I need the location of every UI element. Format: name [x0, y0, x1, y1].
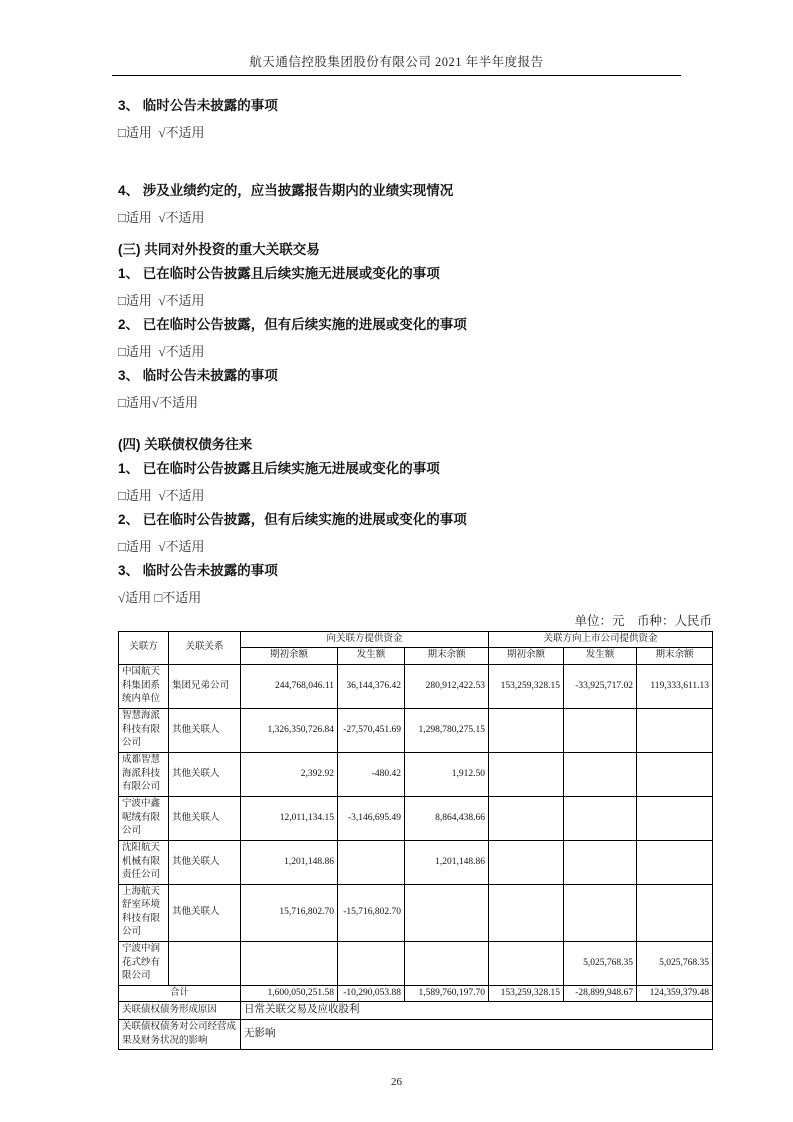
cell-relationship: [169, 941, 241, 985]
applicability-sec3: □适用 √不适用: [118, 125, 205, 140]
table-row: [119, 941, 713, 985]
debt-reason-value: 日常关联交易及应收股利: [241, 1002, 713, 1020]
total-occurred-to: -10,290,053.88: [338, 985, 405, 1001]
cell-party: 宁波中鑫呢绒有限公司: [119, 796, 169, 840]
applicability-part3-item2: □适用 √不适用: [118, 344, 205, 359]
table-group-header-row: [119, 632, 713, 648]
total-opening-from: 153,259,328.15: [489, 985, 564, 1001]
heading-part3-joint-investment: (三) 共同对外投资的重大关联交易: [118, 242, 320, 257]
subcol-header-occurred-to: 发生额: [338, 648, 405, 664]
total-occurred-from: -28,899,948.67: [564, 985, 637, 1001]
table-footer-row: [119, 1002, 713, 1020]
cell-occurred-to: 36,144,376.42: [338, 664, 405, 708]
cell-occurred-from: [564, 752, 637, 796]
total-label: 合计: [119, 985, 241, 1001]
group-header-funds-to-related: 向关联方提供资金: [241, 632, 489, 648]
cell-opening-to: 2,392.92: [241, 752, 338, 796]
heading-sec4-performance: 4、 涉及业绩约定的，应当披露报告期内的业绩实现情况: [118, 183, 454, 198]
cell-party: 上海航天舒室环境科技有限公司: [119, 884, 169, 941]
heading-part3-item1: 1、 已在临时公告披露且后续实施无进展或变化的事项: [118, 266, 440, 281]
report-body: [118, 97, 713, 607]
heading-part3-item2: 2、 已在临时公告披露，但有后续实施的进展或变化的事项: [118, 317, 467, 332]
page-number: 26: [391, 1076, 402, 1088]
group-header-funds-from-related: 关联方向上市公司提供资金: [489, 632, 713, 648]
applicability-part4-item2: □适用 √不适用: [118, 539, 205, 554]
total-opening-to: 1,600,050,251.58: [241, 985, 338, 1001]
debt-reason-label: 关联债权债务形成原因: [119, 1002, 241, 1020]
cell-closing-to: 1,201,148.86: [405, 840, 489, 884]
cell-relationship: 其他关联人: [169, 708, 241, 752]
subcol-header-closing-from: 期末余额: [637, 648, 713, 664]
cell-occurred-to: [338, 941, 405, 985]
cell-party: 沈阳航天机械有限责任公司: [119, 840, 169, 884]
table-footer-row: [119, 1020, 713, 1050]
cell-occurred-to: -27,570,451.69: [338, 708, 405, 752]
table-row: [119, 796, 713, 840]
header-rule: [112, 75, 681, 76]
cell-closing-from: [637, 796, 713, 840]
heading-part3-item3: 3、 临时公告未披露的事项: [118, 368, 278, 383]
cell-party: 中国航天科集团系统内单位: [119, 664, 169, 708]
cell-closing-from: 5,025,768.35: [637, 941, 713, 985]
heading-sec3-undisclosed: 3、 临时公告未披露的事项: [118, 98, 278, 113]
cell-closing-from: [637, 840, 713, 884]
applicability-part3-item3: □适用√不适用: [118, 395, 198, 410]
cell-relationship: 集团兄弟公司: [169, 664, 241, 708]
cell-occurred-from: [564, 796, 637, 840]
debt-impact-label: 关联债权债务对公司经营成果及财务状况的影响: [119, 1020, 241, 1050]
cell-opening-from: [489, 708, 564, 752]
cell-occurred-from: [564, 840, 637, 884]
debt-impact-value: 无影响: [241, 1020, 713, 1050]
cell-relationship: 其他关联人: [169, 752, 241, 796]
cell-occurred-from: 5,025,768.35: [564, 941, 637, 985]
cell-occurred-from: [564, 884, 637, 941]
cell-party: 成都智慧海派科技有限公司: [119, 752, 169, 796]
cell-opening-to: [241, 941, 338, 985]
cell-relationship: 其他关联人: [169, 840, 241, 884]
subcol-header-closing-to: 期末余额: [405, 648, 489, 664]
cell-occurred-to: -480.42: [338, 752, 405, 796]
cell-closing-to: 280,912,422.53: [405, 664, 489, 708]
document-header: [0, 0, 793, 76]
subcol-header-occurred-from: 发生额: [564, 648, 637, 664]
table-total-row: [119, 985, 713, 1001]
cell-closing-to: 1,912.50: [405, 752, 489, 796]
applicability-part4-item1: □适用 √不适用: [118, 488, 205, 503]
cell-party: 宁波中润花式纱有限公司: [119, 941, 169, 985]
applicability-sec4: □适用 √不适用: [118, 210, 205, 225]
cell-occurred-to: -3,146,695.49: [338, 796, 405, 840]
cell-occurred-from: -33,925,717.02: [564, 664, 637, 708]
cell-relationship: 其他关联人: [169, 884, 241, 941]
cell-closing-from: 119,333,611.13: [637, 664, 713, 708]
table-row: [119, 708, 713, 752]
related-debt-table: [118, 631, 713, 1050]
cell-closing-from: [637, 708, 713, 752]
cell-opening-to: 244,768,046.11: [241, 664, 338, 708]
total-closing-to: 1,589,760,197.70: [405, 985, 489, 1001]
cell-opening-from: [489, 840, 564, 884]
report-title: 航天通信控股集团股份有限公司 2021 年半年度报告: [249, 55, 544, 69]
total-closing-from: 124,359,379.48: [637, 985, 713, 1001]
cell-opening-from: [489, 752, 564, 796]
table-row: [119, 884, 713, 941]
subcol-header-opening-to: 期初余额: [241, 648, 338, 664]
heading-part4-item3: 3、 临时公告未披露的事项: [118, 563, 278, 578]
table-row: [119, 664, 713, 708]
cell-occurred-to: -15,716,802.70: [338, 884, 405, 941]
cell-closing-from: [637, 884, 713, 941]
heading-part4-related-debt: (四) 关联债权债务往来: [118, 437, 253, 452]
cell-opening-to: 15,716,802.70: [241, 884, 338, 941]
cell-opening-to: 12,011,134.15: [241, 796, 338, 840]
cell-closing-from: [637, 752, 713, 796]
table-row: [119, 840, 713, 884]
cell-party: 智慧海派科技有限公司: [119, 708, 169, 752]
cell-opening-from: 153,259,328.15: [489, 664, 564, 708]
cell-opening-to: 1,201,148.86: [241, 840, 338, 884]
cell-opening-from: [489, 941, 564, 985]
cell-opening-to: 1,326,350,726.84: [241, 708, 338, 752]
applicability-part3-item1: □适用 √不适用: [118, 293, 205, 308]
col-header-relationship: 关联关系: [169, 632, 241, 665]
cell-opening-from: [489, 884, 564, 941]
cell-opening-from: [489, 796, 564, 840]
cell-closing-to: 8,864,438.66: [405, 796, 489, 840]
cell-closing-to: [405, 884, 489, 941]
table-row: [119, 752, 713, 796]
subcol-header-opening-from: 期初余额: [489, 648, 564, 664]
heading-part4-item1: 1、 已在临时公告披露且后续实施无进展或变化的事项: [118, 461, 440, 476]
cell-closing-to: 1,298,780,275.15: [405, 708, 489, 752]
col-header-related-party: 关联方: [119, 632, 169, 665]
cell-occurred-to: [338, 840, 405, 884]
applicability-part4-item3: √适用 □不适用: [118, 590, 202, 605]
heading-part4-item2: 2、 已在临时公告披露，但有后续实施的进展或变化的事项: [118, 512, 467, 527]
unit-note: 单位：元 币种：人民币: [574, 614, 712, 628]
cell-occurred-from: [564, 708, 637, 752]
cell-relationship: 其他关联人: [169, 796, 241, 840]
cell-closing-to: [405, 941, 489, 985]
